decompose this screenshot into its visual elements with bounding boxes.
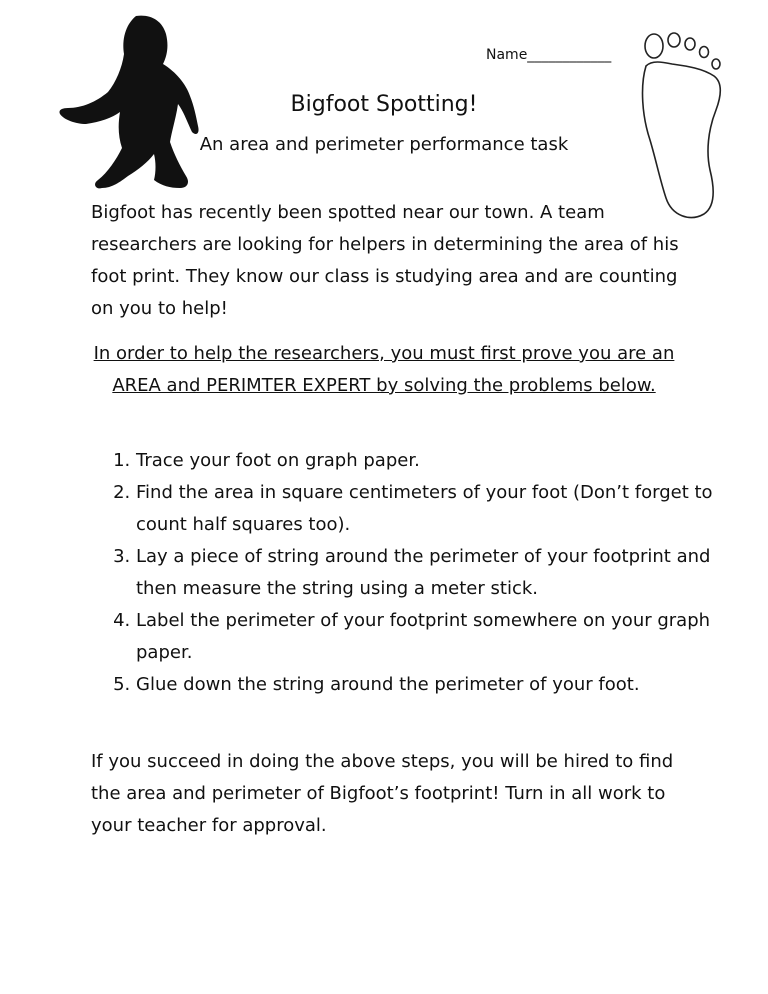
steps-list [110,445,716,701]
page-subtitle: An area and perimeter performance task [199,134,569,155]
footprint-outline-icon [636,30,736,224]
step-item: 5. Glue down the string around the perimeter of your foot. [136,669,716,701]
step-item: 1. Trace your foot on graph paper. [136,445,716,477]
task-statement: In order to help the researchers, you must first prove you are an AREA and PERIMTER EXPERT by solving the problems below. [93,343,675,396]
closing-paragraph: If you succeed in doing the above steps, you will be hired to find the area and perimeter of Bigfoot’s footprint! Turn in all work to your teacher for approval. [91,751,674,836]
step-item: 2. Find the area in square centimeters of your foot (Don’t forget to count half squares too). [136,477,716,541]
step-item: 4. Label the perimeter of your footprint somewhere on your graph paper. [136,605,716,669]
page-title: Bigfoot Spotting! [290,92,478,117]
intro-paragraph-first-line: Bigfoot has recently been spotted near our town. A team [91,202,605,223]
name-field-label: Name____________ [486,47,612,63]
intro-paragraph-rest: researchers are looking for helpers in determining the area of his foot print. They know our class is studying area and are counting on you to help! [91,234,679,319]
step-item: 3. Lay a piece of string around the perimeter of your footprint and then measure the string using a meter stick. [136,541,716,605]
